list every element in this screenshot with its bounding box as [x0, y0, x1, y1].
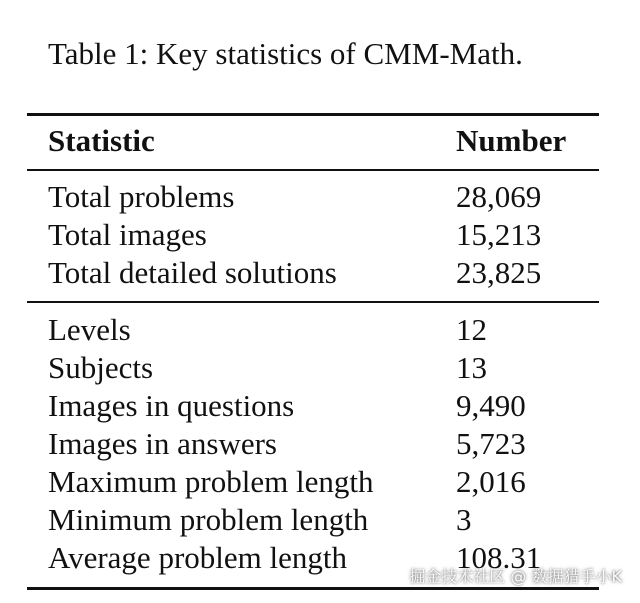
statistic-cell: Images in questions — [48, 388, 295, 423]
number-cell: 5,723 — [456, 426, 526, 461]
statistic-cell: Subjects — [48, 350, 154, 385]
table-top-rule — [27, 113, 599, 116]
table-row — [0, 463, 640, 501]
statistic-cell: Minimum problem length — [48, 502, 369, 537]
table-caption: Table 1: Key statistics of CMM-Math. — [48, 36, 523, 71]
statistic-cell: Total detailed solutions — [48, 255, 337, 290]
number-cell: 15,213 — [456, 217, 542, 252]
number-cell: 108.31 — [456, 540, 542, 575]
table-row — [0, 501, 640, 539]
statistic-cell: Maximum problem length — [48, 464, 374, 499]
table-row — [0, 349, 640, 387]
number-cell: 3 — [456, 502, 472, 537]
table-group-rule — [27, 301, 599, 303]
table-row — [0, 254, 640, 292]
number-cell: 9,490 — [456, 388, 526, 423]
table-row — [0, 178, 640, 216]
watermark-text: 掘金技术社区 @ 数据猎手小K — [409, 567, 622, 586]
table-row — [0, 387, 640, 425]
statistic-cell: Images in answers — [48, 426, 277, 461]
column-header-statistic: Statistic — [48, 123, 155, 158]
number-cell: 23,825 — [456, 255, 542, 290]
table-header-row — [0, 122, 640, 160]
number-cell: 13 — [456, 350, 487, 385]
table-row — [0, 216, 640, 254]
table-row — [0, 311, 640, 349]
table-bottom-rule — [27, 587, 599, 590]
statistic-cell: Levels — [48, 312, 131, 347]
table-row — [0, 425, 640, 463]
table-header-rule — [27, 169, 599, 171]
statistic-cell: Total problems — [48, 179, 235, 214]
number-cell: 2,016 — [456, 464, 526, 499]
statistic-cell: Average problem length — [48, 540, 347, 575]
statistic-cell: Total images — [48, 217, 207, 252]
number-cell: 12 — [456, 312, 487, 347]
number-cell: 28,069 — [456, 179, 542, 214]
column-header-number: Number — [456, 123, 567, 158]
